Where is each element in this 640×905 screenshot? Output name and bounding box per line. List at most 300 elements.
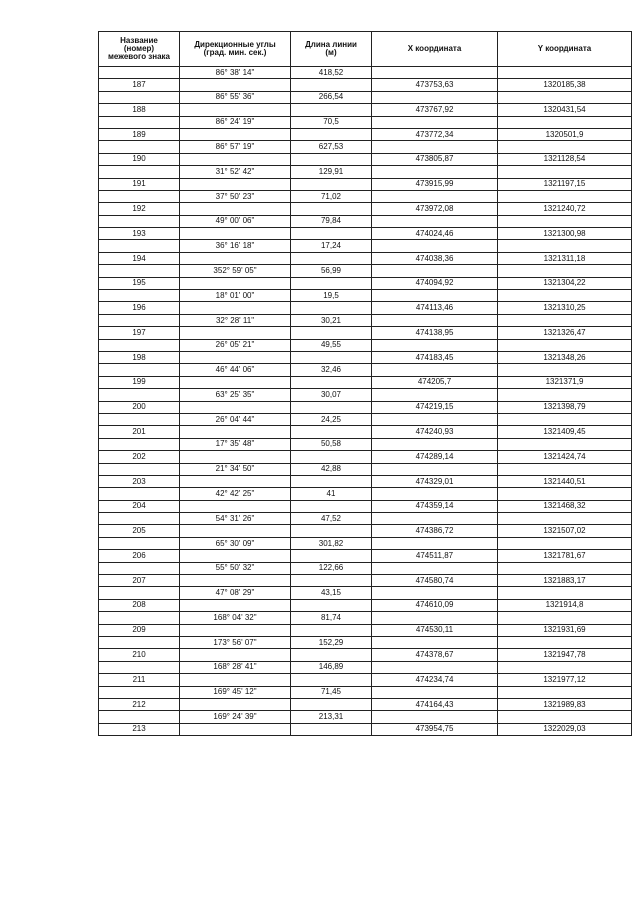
- point-spacer: [180, 624, 291, 636]
- point-spacer: [180, 426, 291, 438]
- segment-spacer: [498, 463, 632, 475]
- segment-spacer: [99, 364, 180, 376]
- point-spacer: [180, 550, 291, 562]
- point-id: 202: [99, 451, 180, 463]
- point-row: [99, 426, 632, 438]
- point-row: [99, 500, 632, 512]
- point-row: [99, 723, 632, 735]
- point-id: 187: [99, 79, 180, 91]
- segment-spacer: [498, 562, 632, 574]
- segment-row: [99, 364, 632, 376]
- point-row: [99, 203, 632, 215]
- y-coordinate: 1321507,02: [498, 525, 632, 537]
- point-id: 199: [99, 376, 180, 388]
- x-coordinate: 474234,74: [372, 674, 498, 686]
- segment-spacer: [498, 612, 632, 624]
- bearing-value: 32° 28' 11": [180, 314, 291, 326]
- length-value: 627,53: [291, 141, 372, 153]
- x-coordinate: 473954,75: [372, 723, 498, 735]
- bearing-value: 168° 28' 41": [180, 661, 291, 673]
- bearing-value: 49° 00' 06": [180, 215, 291, 227]
- bearing-value: 36° 16' 18": [180, 240, 291, 252]
- point-spacer: [291, 698, 372, 710]
- point-spacer: [180, 79, 291, 91]
- point-spacer: [291, 178, 372, 190]
- point-id: 213: [99, 723, 180, 735]
- y-coordinate: 1321914,8: [498, 599, 632, 611]
- bearing-value: 168° 04' 32": [180, 612, 291, 624]
- x-coordinate: 474386,72: [372, 525, 498, 537]
- y-coordinate: 1321977,12: [498, 674, 632, 686]
- length-value: 70,5: [291, 116, 372, 128]
- point-spacer: [291, 525, 372, 537]
- point-spacer: [180, 475, 291, 487]
- segment-spacer: [372, 661, 498, 673]
- y-coordinate: 1321300,98: [498, 228, 632, 240]
- segment-spacer: [498, 636, 632, 648]
- segment-spacer: [372, 711, 498, 723]
- segment-spacer: [99, 612, 180, 624]
- header-bearing: Дирекционные углы (град. мин. сек.): [180, 32, 291, 67]
- segment-spacer: [372, 215, 498, 227]
- segment-spacer: [99, 141, 180, 153]
- point-id: 192: [99, 203, 180, 215]
- point-spacer: [291, 500, 372, 512]
- x-coordinate: 474164,43: [372, 698, 498, 710]
- point-row: [99, 228, 632, 240]
- segment-row: [99, 265, 632, 277]
- segment-spacer: [372, 240, 498, 252]
- point-id: 209: [99, 624, 180, 636]
- point-spacer: [291, 104, 372, 116]
- x-coordinate: 474580,74: [372, 575, 498, 587]
- point-row: [99, 153, 632, 165]
- point-row: [99, 327, 632, 339]
- segment-spacer: [372, 389, 498, 401]
- point-spacer: [291, 376, 372, 388]
- segment-row: [99, 463, 632, 475]
- point-spacer: [180, 203, 291, 215]
- point-row: [99, 302, 632, 314]
- segment-row: [99, 240, 632, 252]
- segment-spacer: [99, 686, 180, 698]
- segment-spacer: [99, 413, 180, 425]
- point-row: [99, 624, 632, 636]
- x-coordinate: 474240,93: [372, 426, 498, 438]
- x-coordinate: 474038,36: [372, 252, 498, 264]
- segment-row: [99, 537, 632, 549]
- point-spacer: [180, 178, 291, 190]
- point-id: 197: [99, 327, 180, 339]
- bearing-value: 63° 25' 35": [180, 389, 291, 401]
- segment-spacer: [498, 67, 632, 79]
- length-value: 152,29: [291, 636, 372, 648]
- length-value: 81,74: [291, 612, 372, 624]
- segment-spacer: [372, 488, 498, 500]
- x-coordinate: 474511,87: [372, 550, 498, 562]
- segment-spacer: [498, 91, 632, 103]
- point-spacer: [291, 550, 372, 562]
- y-coordinate: 1321883,17: [498, 575, 632, 587]
- segment-spacer: [372, 562, 498, 574]
- segment-spacer: [99, 438, 180, 450]
- point-spacer: [180, 128, 291, 140]
- x-coordinate: 474094,92: [372, 277, 498, 289]
- point-spacer: [291, 277, 372, 289]
- segment-spacer: [498, 141, 632, 153]
- point-spacer: [180, 599, 291, 611]
- segment-spacer: [99, 215, 180, 227]
- segment-row: [99, 413, 632, 425]
- x-coordinate: 474024,46: [372, 228, 498, 240]
- length-value: 418,52: [291, 67, 372, 79]
- segment-row: [99, 141, 632, 153]
- segment-row: [99, 562, 632, 574]
- length-value: 213,31: [291, 711, 372, 723]
- point-spacer: [291, 203, 372, 215]
- segment-spacer: [99, 636, 180, 648]
- y-coordinate: 1320501,9: [498, 128, 632, 140]
- point-id: 208: [99, 599, 180, 611]
- y-coordinate: 1321371,9: [498, 376, 632, 388]
- segment-spacer: [99, 488, 180, 500]
- segment-spacer: [99, 562, 180, 574]
- segment-spacer: [498, 215, 632, 227]
- segment-spacer: [372, 364, 498, 376]
- point-spacer: [291, 723, 372, 735]
- length-value: 129,91: [291, 166, 372, 178]
- segment-row: [99, 587, 632, 599]
- segment-spacer: [99, 116, 180, 128]
- point-spacer: [291, 475, 372, 487]
- x-coordinate: 474378,67: [372, 649, 498, 661]
- point-spacer: [180, 451, 291, 463]
- length-value: 42,88: [291, 463, 372, 475]
- point-spacer: [291, 302, 372, 314]
- point-id: 198: [99, 351, 180, 363]
- point-id: 189: [99, 128, 180, 140]
- x-coordinate: 473915,99: [372, 178, 498, 190]
- segment-spacer: [99, 67, 180, 79]
- segment-spacer: [99, 711, 180, 723]
- header-length: Длина линии (м): [291, 32, 372, 67]
- segment-spacer: [498, 711, 632, 723]
- header-point-name: Название (номер) межевого знака: [99, 32, 180, 67]
- point-spacer: [180, 525, 291, 537]
- length-value: 71,02: [291, 190, 372, 202]
- y-coordinate: 1321440,51: [498, 475, 632, 487]
- point-row: [99, 698, 632, 710]
- segment-row: [99, 67, 632, 79]
- y-coordinate: 1322029,03: [498, 723, 632, 735]
- length-value: 266,54: [291, 91, 372, 103]
- bearing-value: 55° 50' 32": [180, 562, 291, 574]
- segment-spacer: [372, 116, 498, 128]
- segment-spacer: [498, 190, 632, 202]
- point-row: [99, 376, 632, 388]
- segment-spacer: [498, 339, 632, 351]
- bearing-value: 54° 31' 26": [180, 513, 291, 525]
- length-value: 30,07: [291, 389, 372, 401]
- length-value: 32,46: [291, 364, 372, 376]
- point-row: [99, 401, 632, 413]
- point-spacer: [291, 401, 372, 413]
- segment-spacer: [498, 413, 632, 425]
- point-id: 195: [99, 277, 180, 289]
- bearing-value: 352° 59' 05": [180, 265, 291, 277]
- length-value: 50,58: [291, 438, 372, 450]
- segment-spacer: [498, 661, 632, 673]
- segment-spacer: [99, 339, 180, 351]
- segment-spacer: [99, 265, 180, 277]
- point-spacer: [291, 674, 372, 686]
- point-id: 196: [99, 302, 180, 314]
- bearing-value: 169° 24' 39": [180, 711, 291, 723]
- x-coordinate: 473772,34: [372, 128, 498, 140]
- y-coordinate: 1321989,83: [498, 698, 632, 710]
- segment-spacer: [99, 240, 180, 252]
- segment-spacer: [372, 141, 498, 153]
- x-coordinate: 473753,63: [372, 79, 498, 91]
- segment-spacer: [498, 389, 632, 401]
- x-coordinate: 474289,14: [372, 451, 498, 463]
- point-row: [99, 475, 632, 487]
- segment-spacer: [99, 290, 180, 302]
- segment-row: [99, 661, 632, 673]
- segment-spacer: [498, 314, 632, 326]
- point-spacer: [291, 599, 372, 611]
- length-value: 146,89: [291, 661, 372, 673]
- length-value: 79,84: [291, 215, 372, 227]
- segment-spacer: [498, 488, 632, 500]
- length-value: 30,21: [291, 314, 372, 326]
- length-value: 301,82: [291, 537, 372, 549]
- length-value: 122,66: [291, 562, 372, 574]
- segment-row: [99, 290, 632, 302]
- x-coordinate: 473767,92: [372, 104, 498, 116]
- segment-spacer: [498, 438, 632, 450]
- segment-spacer: [372, 636, 498, 648]
- bearing-value: 86° 24' 19": [180, 116, 291, 128]
- y-coordinate: 1321240,72: [498, 203, 632, 215]
- point-row: [99, 674, 632, 686]
- point-spacer: [180, 674, 291, 686]
- y-coordinate: 1321128,54: [498, 153, 632, 165]
- segment-row: [99, 636, 632, 648]
- point-spacer: [180, 327, 291, 339]
- point-spacer: [291, 351, 372, 363]
- segment-spacer: [99, 537, 180, 549]
- segment-spacer: [372, 91, 498, 103]
- segment-row: [99, 190, 632, 202]
- bearing-value: 46° 44' 06": [180, 364, 291, 376]
- x-coordinate: 474329,01: [372, 475, 498, 487]
- point-spacer: [291, 252, 372, 264]
- y-coordinate: 1321781,67: [498, 550, 632, 562]
- segment-spacer: [372, 339, 498, 351]
- y-coordinate: 1320431,54: [498, 104, 632, 116]
- segment-spacer: [372, 190, 498, 202]
- point-id: 206: [99, 550, 180, 562]
- point-id: 207: [99, 575, 180, 587]
- segment-spacer: [372, 290, 498, 302]
- bearing-value: 173° 56' 07": [180, 636, 291, 648]
- point-spacer: [291, 153, 372, 165]
- point-spacer: [291, 79, 372, 91]
- point-row: [99, 178, 632, 190]
- segment-spacer: [99, 513, 180, 525]
- point-spacer: [180, 698, 291, 710]
- length-value: 19,5: [291, 290, 372, 302]
- segment-spacer: [99, 166, 180, 178]
- point-id: 191: [99, 178, 180, 190]
- point-row: [99, 79, 632, 91]
- segment-spacer: [498, 290, 632, 302]
- segment-spacer: [498, 513, 632, 525]
- segment-spacer: [99, 314, 180, 326]
- point-spacer: [291, 327, 372, 339]
- point-row: [99, 351, 632, 363]
- point-id: 204: [99, 500, 180, 512]
- y-coordinate: 1321197,15: [498, 178, 632, 190]
- point-spacer: [180, 277, 291, 289]
- segment-row: [99, 488, 632, 500]
- point-spacer: [180, 649, 291, 661]
- segment-spacer: [372, 686, 498, 698]
- segment-spacer: [498, 587, 632, 599]
- x-coordinate: 473972,08: [372, 203, 498, 215]
- segment-spacer: [372, 413, 498, 425]
- segment-spacer: [372, 67, 498, 79]
- segment-spacer: [99, 661, 180, 673]
- bearing-value: 31° 52' 42": [180, 166, 291, 178]
- point-spacer: [180, 228, 291, 240]
- length-value: 24,25: [291, 413, 372, 425]
- bearing-value: 21° 34' 50": [180, 463, 291, 475]
- x-coordinate: 474183,45: [372, 351, 498, 363]
- segment-spacer: [372, 513, 498, 525]
- header-y-coordinate: Y координата: [498, 32, 632, 67]
- y-coordinate: 1321947,78: [498, 649, 632, 661]
- point-spacer: [180, 575, 291, 587]
- point-spacer: [180, 153, 291, 165]
- point-id: 210: [99, 649, 180, 661]
- segment-spacer: [372, 166, 498, 178]
- segment-spacer: [99, 91, 180, 103]
- x-coordinate: 474530,11: [372, 624, 498, 636]
- bearing-value: 86° 38' 14": [180, 67, 291, 79]
- bearing-value: 47° 08' 29": [180, 587, 291, 599]
- segment-spacer: [372, 438, 498, 450]
- point-row: [99, 451, 632, 463]
- bearing-value: 65° 30' 09": [180, 537, 291, 549]
- bearing-value: 37° 50' 23": [180, 190, 291, 202]
- point-id: 201: [99, 426, 180, 438]
- segment-row: [99, 339, 632, 351]
- boundary-points-table: [98, 31, 632, 736]
- bearing-value: 86° 55' 36": [180, 91, 291, 103]
- y-coordinate: 1321348,26: [498, 351, 632, 363]
- point-spacer: [291, 575, 372, 587]
- length-value: 47,52: [291, 513, 372, 525]
- segment-spacer: [498, 116, 632, 128]
- point-spacer: [180, 351, 291, 363]
- segment-spacer: [372, 265, 498, 277]
- segment-spacer: [372, 537, 498, 549]
- point-spacer: [180, 723, 291, 735]
- point-row: [99, 550, 632, 562]
- point-id: 200: [99, 401, 180, 413]
- point-id: 211: [99, 674, 180, 686]
- point-spacer: [180, 500, 291, 512]
- point-row: [99, 599, 632, 611]
- length-value: 17,24: [291, 240, 372, 252]
- length-value: 41: [291, 488, 372, 500]
- x-coordinate: 474205,7: [372, 376, 498, 388]
- header-x-coordinate: X координата: [372, 32, 498, 67]
- segment-spacer: [99, 587, 180, 599]
- segment-row: [99, 116, 632, 128]
- point-id: 193: [99, 228, 180, 240]
- length-value: 49,55: [291, 339, 372, 351]
- point-spacer: [291, 426, 372, 438]
- point-row: [99, 128, 632, 140]
- x-coordinate: 474113,46: [372, 302, 498, 314]
- length-value: 56,99: [291, 265, 372, 277]
- segment-spacer: [372, 587, 498, 599]
- segment-spacer: [99, 463, 180, 475]
- segment-spacer: [498, 686, 632, 698]
- bearing-value: 169° 45' 12": [180, 686, 291, 698]
- x-coordinate: 474138,95: [372, 327, 498, 339]
- point-row: [99, 525, 632, 537]
- y-coordinate: 1321424,74: [498, 451, 632, 463]
- y-coordinate: 1321304,22: [498, 277, 632, 289]
- segment-spacer: [99, 389, 180, 401]
- segment-spacer: [99, 190, 180, 202]
- point-spacer: [180, 104, 291, 116]
- table-header-row: [99, 32, 632, 67]
- segment-spacer: [372, 612, 498, 624]
- segment-row: [99, 91, 632, 103]
- point-id: 203: [99, 475, 180, 487]
- bearing-value: 42° 42' 25": [180, 488, 291, 500]
- segment-row: [99, 215, 632, 227]
- point-spacer: [291, 624, 372, 636]
- point-row: [99, 575, 632, 587]
- point-row: [99, 104, 632, 116]
- y-coordinate: 1321468,32: [498, 500, 632, 512]
- length-value: 43,15: [291, 587, 372, 599]
- y-coordinate: 1321931,69: [498, 624, 632, 636]
- segment-row: [99, 513, 632, 525]
- y-coordinate: 1321326,47: [498, 327, 632, 339]
- segment-spacer: [498, 537, 632, 549]
- point-spacer: [291, 128, 372, 140]
- bearing-value: 26° 05' 21": [180, 339, 291, 351]
- segment-row: [99, 711, 632, 723]
- point-row: [99, 649, 632, 661]
- segment-row: [99, 686, 632, 698]
- y-coordinate: 1321311,18: [498, 252, 632, 264]
- point-row: [99, 277, 632, 289]
- point-spacer: [180, 252, 291, 264]
- segment-row: [99, 389, 632, 401]
- segment-spacer: [498, 265, 632, 277]
- y-coordinate: 1320185,38: [498, 79, 632, 91]
- point-spacer: [180, 302, 291, 314]
- x-coordinate: 474359,14: [372, 500, 498, 512]
